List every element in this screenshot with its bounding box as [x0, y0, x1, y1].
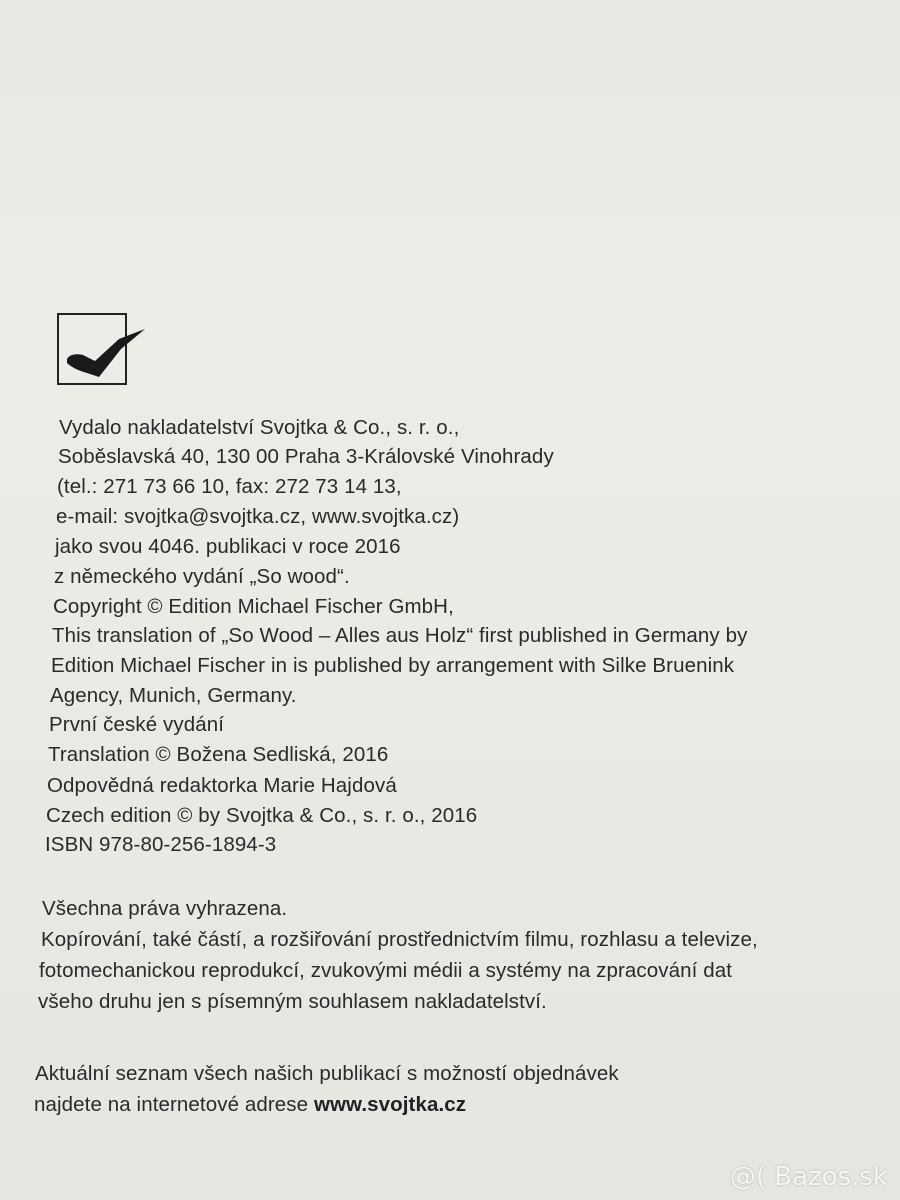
website-url: www.svojtka.cz [313, 1093, 467, 1116]
catalog-line [34, 1090, 466, 1120]
imprint-line: jako svou 4046. publikaci v roce 2016 [55, 535, 401, 558]
catalog-prefix: najdete na internetové adrese [34, 1093, 314, 1116]
imprint-line: This translation of „So Wood – Alles aus Holz“ first published in Germany by [52, 624, 748, 647]
imprint-line: e-mail: svojtka@svojtka.cz, www.svojtka.cz) [56, 505, 460, 528]
imprint-line: První české vydání [49, 713, 224, 736]
imprint-line: (tel.: 271 73 66 10, fax: 272 73 14 13, [57, 475, 402, 498]
imprint-line: Czech edition © by Svojtka & Co., s. r. o., 2016 [46, 804, 478, 827]
rights-heading: Všechna práva vyhrazena. [42, 897, 288, 920]
imprint-line: Translation © Božena Sedliská, 2016 [48, 743, 389, 766]
imprint-line: Agency, Munich, Germany. [50, 684, 297, 707]
publisher-logo [57, 313, 127, 385]
imprint-line: z německého vydání „So wood“. [54, 565, 350, 588]
catalog-line: Aktuální seznam všech našich publikací s možností objednávek [35, 1062, 619, 1085]
checkmark-icon [59, 315, 129, 387]
imprint-line: Odpovědná redaktorka Marie Hajdová [47, 774, 397, 797]
imprint-line: Vydalo nakladatelství Svojtka & Co., s. r. o., [59, 416, 460, 439]
watermark: @( Bazos.sk [729, 1162, 888, 1192]
imprint-line: Edition Michael Fischer in is published by arrangement with Silke Bruenink [51, 654, 735, 677]
isbn: ISBN 978-80-256-1894-3 [45, 833, 277, 856]
imprint-line: Soběslavská 40, 130 00 Praha 3-Královské Vinohrady [58, 445, 554, 468]
rights-line: Kopírování, také částí, a rozšiřování prostřednictvím filmu, rozhlasu a televize, [41, 928, 758, 951]
rights-line: všeho druhu jen s písemným souhlasem nakladatelství. [38, 990, 547, 1013]
imprint-line: Copyright © Edition Michael Fischer GmbH, [53, 595, 454, 618]
rights-line: fotomechanickou reprodukcí, zvukovými médii a systémy na zpracování dat [39, 959, 733, 982]
